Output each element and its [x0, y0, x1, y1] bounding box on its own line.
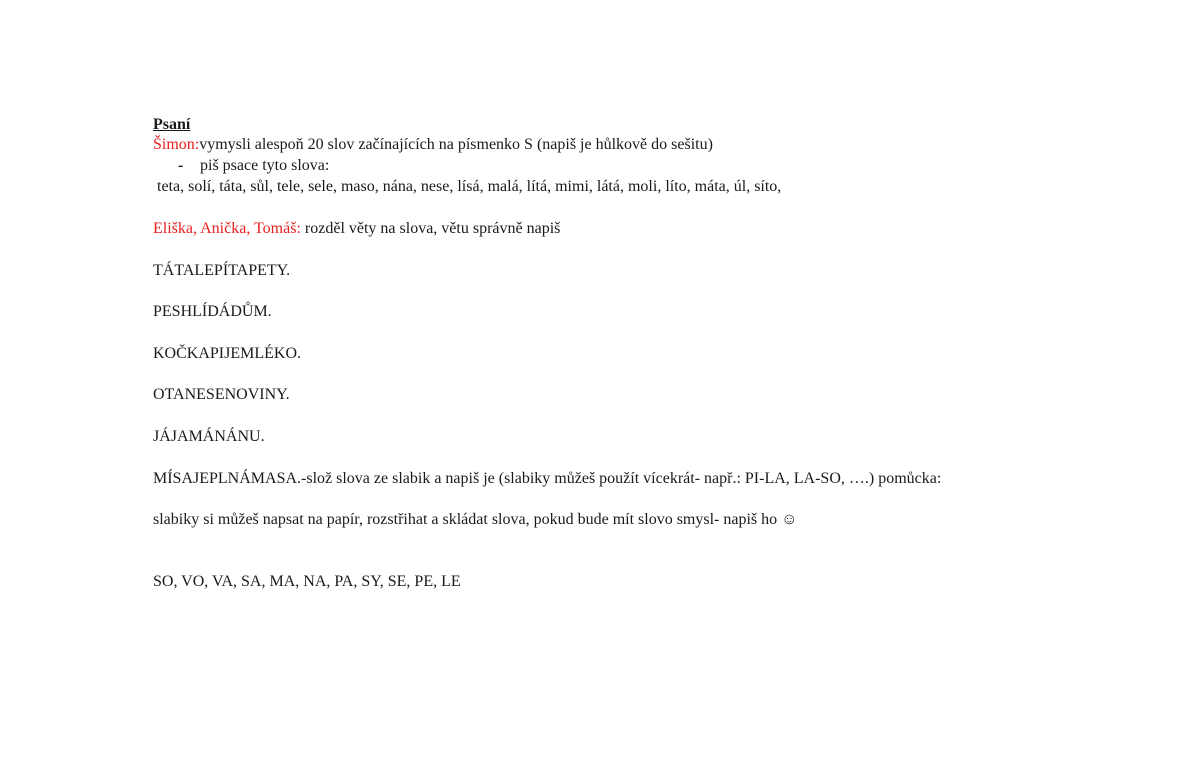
simon-task-line: [153, 135, 713, 155]
word-list: teta, solí, táta, sůl, tele, sele, maso, nána, nese, lísá, malá, lítá, mimi, látá, moli, líto, máta, úl, síto,: [157, 178, 782, 195]
sentence-2: PESHLÍDÁDŮM.: [153, 303, 272, 320]
section-heading: Psaní: [153, 116, 191, 133]
sentence-4: OTANESENOVINY.: [153, 386, 290, 403]
sentence-6: MÍSAJEPLNÁMASA.: [153, 470, 302, 487]
student-name-simon: Šimon:: [153, 136, 200, 153]
sentence-5: JÁJAMÁNÁNU.: [153, 428, 265, 445]
group-task-text: rozděl věty na slova, větu správně napiš: [300, 220, 561, 237]
syllable-task-line: [153, 469, 941, 489]
group-task-line: [153, 219, 560, 239]
syllable-list: SO, VO, VA, SA, MA, NA, PA, SY, SE, PE, LE: [153, 573, 461, 590]
bullet-text: piš psace tyto slova:: [200, 157, 330, 174]
sentence-1: TÁTALEPÍTAPETY.: [153, 262, 291, 279]
bullet-marker: -: [178, 157, 184, 174]
syllable-task-text: -slož slova ze slabik a napiš je (slabiky můžeš použít vícekrát- např.: PI-LA, LA-SO, ….) pomůcka:: [301, 470, 942, 487]
sentence-3: KOČKAPIJEMLÉKO.: [153, 345, 301, 362]
student-names-group: Eliška, Anička, Tomáš:: [153, 220, 301, 237]
syllable-hint: slabiky si můžeš napsat na papír, rozstřihat a skládat slova, pokud bude mít slovo smysl- napiš ho ☺: [153, 511, 798, 528]
simon-task-text: vymysli alespoň 20 slov začínajících na písmenko S (napiš je hůlkově do sešitu): [199, 136, 713, 153]
bullet-item: [178, 156, 329, 176]
